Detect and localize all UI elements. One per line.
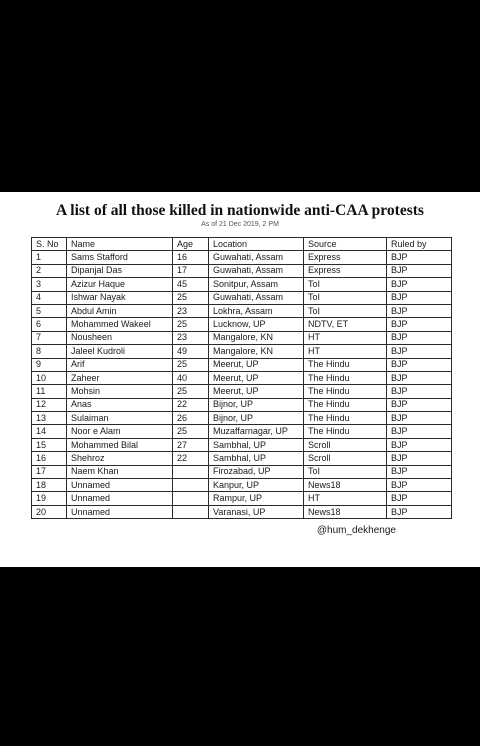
table-row — [32, 278, 452, 291]
cell-age: 26 — [173, 412, 209, 425]
cell-location: Sonitpur, Assam — [209, 278, 304, 291]
table-header-row — [32, 238, 452, 251]
cell-location: Firozabad, UP — [209, 465, 304, 478]
table-row — [32, 251, 452, 264]
table-row — [32, 264, 452, 277]
cell-ruled-by: BJP — [387, 398, 452, 411]
cell-serial: 3 — [32, 278, 67, 291]
document-subtitle: As of 21 Dec 2019, 2 PM — [201, 221, 279, 228]
cell-source: ToI — [304, 304, 387, 317]
cell-serial: 6 — [32, 318, 67, 331]
col-header-source: Source — [304, 238, 387, 251]
cell-name: Mohammed Wakeel — [67, 318, 173, 331]
cell-name: Mohammed Bilal — [67, 438, 173, 451]
cell-name: Naem Khan — [67, 465, 173, 478]
table-row — [32, 398, 452, 411]
cell-serial: 12 — [32, 398, 67, 411]
cell-age: 25 — [173, 385, 209, 398]
table-row — [32, 318, 452, 331]
cell-name: Sulaiman — [67, 412, 173, 425]
cell-ruled-by: BJP — [387, 331, 452, 344]
cell-location: Guwahati, Assam — [209, 264, 304, 277]
cell-name: Mohsin — [67, 385, 173, 398]
cell-age: 25 — [173, 358, 209, 371]
cell-age: 17 — [173, 264, 209, 277]
cell-age: 25 — [173, 318, 209, 331]
cell-name: Azizur Haque — [67, 278, 173, 291]
table-row — [32, 358, 452, 371]
table-row — [32, 492, 452, 505]
cell-location: Lucknow, UP — [209, 318, 304, 331]
cell-source: News18 — [304, 505, 387, 518]
cell-name: Noor e Alam — [67, 425, 173, 438]
cell-location: Meerut, UP — [209, 371, 304, 384]
cell-ruled-by: BJP — [387, 452, 452, 465]
cell-age: 40 — [173, 371, 209, 384]
cell-source: The Hindu — [304, 412, 387, 425]
cell-ruled-by: BJP — [387, 505, 452, 518]
cell-name: Abdul Amin — [67, 304, 173, 317]
table-row — [32, 505, 452, 518]
col-header-serial: S. No — [32, 238, 67, 251]
cell-location: Meerut, UP — [209, 358, 304, 371]
cell-ruled-by: BJP — [387, 425, 452, 438]
cell-source: ToI — [304, 278, 387, 291]
cell-ruled-by: BJP — [387, 412, 452, 425]
cell-age — [173, 479, 209, 492]
cell-age: 22 — [173, 398, 209, 411]
cell-source: The Hindu — [304, 385, 387, 398]
victims-table — [31, 237, 452, 519]
cell-location: Mangalore, KN — [209, 345, 304, 358]
cell-ruled-by: BJP — [387, 291, 452, 304]
table-row — [32, 412, 452, 425]
cell-name: Jaleel Kudroli — [67, 345, 173, 358]
cell-location: Bijnor, UP — [209, 412, 304, 425]
cell-age: 23 — [173, 331, 209, 344]
table-row — [32, 479, 452, 492]
cell-ruled-by: BJP — [387, 304, 452, 317]
cell-ruled-by: BJP — [387, 371, 452, 384]
cell-source: The Hindu — [304, 358, 387, 371]
cell-age — [173, 492, 209, 505]
cell-name: Zaheer — [67, 371, 173, 384]
col-header-location: Location — [209, 238, 304, 251]
col-header-age: Age — [173, 238, 209, 251]
cell-source: Express — [304, 251, 387, 264]
cell-source: NDTV, ET — [304, 318, 387, 331]
cell-age — [173, 465, 209, 478]
cell-serial: 20 — [32, 505, 67, 518]
cell-name: Unnamed — [67, 479, 173, 492]
cell-age: 25 — [173, 291, 209, 304]
cell-age: 49 — [173, 345, 209, 358]
cell-name: Arif — [67, 358, 173, 371]
cell-age: 45 — [173, 278, 209, 291]
cell-source: The Hindu — [304, 425, 387, 438]
cell-name: Unnamed — [67, 505, 173, 518]
cell-ruled-by: BJP — [387, 278, 452, 291]
cell-location: Bijnor, UP — [209, 398, 304, 411]
cell-age — [173, 505, 209, 518]
cell-serial: 14 — [32, 425, 67, 438]
table-row — [32, 452, 452, 465]
cell-ruled-by: BJP — [387, 345, 452, 358]
cell-name: Unnamed — [67, 492, 173, 505]
cell-location: Sambhal, UP — [209, 452, 304, 465]
table-body — [32, 251, 452, 519]
cell-age: 23 — [173, 304, 209, 317]
cell-source: ToI — [304, 465, 387, 478]
table-row — [32, 304, 452, 317]
cell-ruled-by: BJP — [387, 492, 452, 505]
social-handle: @hum_dekhenge — [316, 525, 396, 536]
cell-source: Express — [304, 264, 387, 277]
cell-source: Scroll — [304, 452, 387, 465]
cell-serial: 11 — [32, 385, 67, 398]
cell-age: 22 — [173, 452, 209, 465]
cell-ruled-by: BJP — [387, 479, 452, 492]
cell-serial: 8 — [32, 345, 67, 358]
cell-serial: 4 — [32, 291, 67, 304]
cell-name: Ishwar Nayak — [67, 291, 173, 304]
cell-location: Meerut, UP — [209, 385, 304, 398]
cell-ruled-by: BJP — [387, 264, 452, 277]
table-row — [32, 345, 452, 358]
cell-ruled-by: BJP — [387, 438, 452, 451]
cell-ruled-by: BJP — [387, 251, 452, 264]
cell-serial: 16 — [32, 452, 67, 465]
cell-name: Dipanjal Das — [67, 264, 173, 277]
cell-serial: 5 — [32, 304, 67, 317]
table-row — [32, 425, 452, 438]
cell-location: Varanasi, UP — [209, 505, 304, 518]
col-header-name: Name — [67, 238, 173, 251]
table-row — [32, 331, 452, 344]
cell-name: Sams Stafford — [67, 251, 173, 264]
cell-location: Lokhra, Assam — [209, 304, 304, 317]
cell-serial: 7 — [32, 331, 67, 344]
cell-age: 16 — [173, 251, 209, 264]
cell-source: HT — [304, 345, 387, 358]
table-row — [32, 371, 452, 384]
document-title: A list of all those killed in nationwide anti-CAA protests — [56, 202, 424, 219]
cell-source: Scroll — [304, 438, 387, 451]
cell-source: ToI — [304, 291, 387, 304]
cell-ruled-by: BJP — [387, 385, 452, 398]
cell-location: Kanpur, UP — [209, 479, 304, 492]
document-image — [0, 192, 480, 567]
cell-location: Rampur, UP — [209, 492, 304, 505]
cell-source: The Hindu — [304, 398, 387, 411]
cell-serial: 10 — [32, 371, 67, 384]
cell-source: HT — [304, 492, 387, 505]
table-row — [32, 438, 452, 451]
cell-location: Muzaffarnagar, UP — [209, 425, 304, 438]
cell-name: Anas — [67, 398, 173, 411]
cell-location: Guwahati, Assam — [209, 251, 304, 264]
cell-age: 25 — [173, 425, 209, 438]
cell-name: Shehroz — [67, 452, 173, 465]
cell-serial: 15 — [32, 438, 67, 451]
cell-serial: 17 — [32, 465, 67, 478]
cell-location: Mangalore, KN — [209, 331, 304, 344]
table-row — [32, 385, 452, 398]
cell-location: Guwahati, Assam — [209, 291, 304, 304]
col-header-ruled-by: Ruled by — [387, 238, 452, 251]
cell-source: HT — [304, 331, 387, 344]
cell-source: The Hindu — [304, 371, 387, 384]
cell-serial: 2 — [32, 264, 67, 277]
cell-name: Nousheen — [67, 331, 173, 344]
cell-serial: 18 — [32, 479, 67, 492]
cell-age: 27 — [173, 438, 209, 451]
cell-ruled-by: BJP — [387, 465, 452, 478]
cell-serial: 1 — [32, 251, 67, 264]
cell-serial: 13 — [32, 412, 67, 425]
cell-location: Sambhal, UP — [209, 438, 304, 451]
cell-serial: 19 — [32, 492, 67, 505]
table-row — [32, 291, 452, 304]
cell-ruled-by: BJP — [387, 318, 452, 331]
cell-source: News18 — [304, 479, 387, 492]
cell-serial: 9 — [32, 358, 67, 371]
cell-ruled-by: BJP — [387, 358, 452, 371]
table-row — [32, 465, 452, 478]
